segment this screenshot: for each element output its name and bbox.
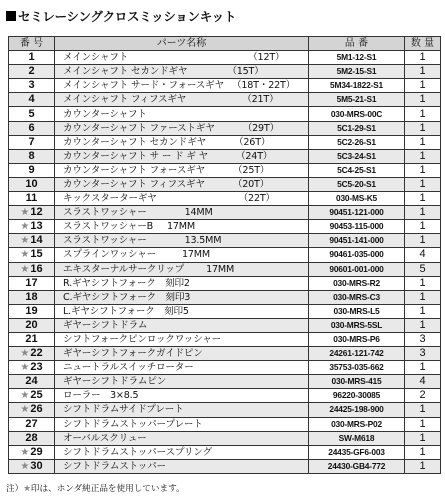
- table-row: [9, 177, 441, 191]
- row-number-text: 3: [28, 79, 35, 92]
- table-row: [9, 93, 441, 107]
- quantity: 1: [405, 206, 441, 220]
- part-spec: （25T）: [233, 164, 270, 176]
- part-name: [55, 332, 309, 346]
- star-icon: ★: [20, 362, 30, 374]
- row-number: [9, 93, 55, 107]
- row-number: [9, 177, 55, 191]
- part-name-text: キックスターターギヤ: [63, 193, 157, 205]
- row-number-text: 10: [25, 177, 38, 190]
- row-number-text: 22: [30, 347, 43, 360]
- row-number: [9, 248, 55, 262]
- part-spec: （12T）: [248, 52, 285, 64]
- row-number: [9, 234, 55, 248]
- table-row: [9, 445, 441, 459]
- table-row: [9, 403, 441, 417]
- part-name: [55, 177, 309, 191]
- row-number: [9, 431, 55, 445]
- star-icon: ★: [20, 348, 30, 360]
- row-number-text: 13: [30, 220, 43, 233]
- row-number-text: 29: [30, 445, 43, 458]
- part-name: [55, 206, 309, 220]
- row-number-text: 16: [30, 262, 43, 275]
- quantity: 1: [405, 220, 441, 234]
- header-part-number: 品 番: [309, 37, 405, 51]
- part-name-text: ギヤーシフトドラムピン: [63, 376, 167, 388]
- part-name: [55, 375, 309, 389]
- footnote-prefix: 注）: [6, 484, 24, 494]
- part-spec: 17MM: [206, 263, 235, 275]
- table-row: [9, 248, 441, 262]
- part-name-text: スラストワッシャー: [63, 207, 147, 219]
- part-number: 5C1-29-S1: [309, 121, 405, 135]
- quantity: 1: [405, 107, 441, 121]
- row-number-text: 6: [28, 121, 35, 134]
- quantity: 1: [405, 318, 441, 332]
- part-number: 90601-001-000: [309, 262, 405, 276]
- quantity: 1: [405, 65, 441, 79]
- part-name-text: スラストワッシャーB: [63, 221, 153, 233]
- row-number: [9, 135, 55, 149]
- quantity: 3: [405, 347, 441, 361]
- part-number: 030-MRS-5SL: [309, 318, 405, 332]
- table-row: [9, 375, 441, 389]
- table-row: [9, 262, 441, 276]
- part-spec: （26T）: [234, 136, 271, 148]
- table-row: [9, 206, 441, 220]
- part-name-text: スラストワッシャー: [63, 235, 147, 247]
- part-spec: 13.5MM: [184, 235, 222, 247]
- row-number-text: 1: [28, 51, 35, 64]
- part-name: [55, 79, 309, 93]
- row-number-text: 15: [30, 248, 43, 261]
- table-row: [9, 347, 441, 361]
- quantity: 1: [405, 177, 441, 191]
- part-number: 5M1-12-S1: [309, 51, 405, 65]
- quantity: 1: [405, 304, 441, 318]
- quantity: 1: [405, 149, 441, 163]
- table-row: [9, 121, 441, 135]
- row-number-text: 27: [25, 417, 38, 430]
- part-number: 90453-115-000: [309, 220, 405, 234]
- part-name: [55, 163, 309, 177]
- star-icon: ★: [20, 221, 30, 233]
- part-name-text: カウンターシャフト フィフスギヤ: [63, 178, 205, 190]
- quantity: 1: [405, 192, 441, 206]
- part-number: 030-MRS-415: [309, 375, 405, 389]
- part-spec: 17MM: [181, 249, 210, 261]
- table-row: [9, 318, 441, 332]
- part-number: 5C3-24-S1: [309, 149, 405, 163]
- row-number-text: 8: [28, 149, 35, 162]
- row-number: [9, 276, 55, 290]
- part-name: [55, 290, 309, 304]
- table-row: [9, 220, 441, 234]
- part-name-text: ニュートラルスイッチローター: [63, 362, 194, 374]
- part-name: [55, 347, 309, 361]
- row-number: [9, 121, 55, 135]
- page-title: [6, 5, 236, 27]
- part-name-text: R.ギヤシフトフォーク 刻印2: [63, 277, 190, 289]
- table-row: [9, 431, 441, 445]
- table-row: [9, 459, 441, 473]
- part-name-text: シフトドラムストッパー: [63, 460, 166, 472]
- quantity: 1: [405, 290, 441, 304]
- part-name: [55, 318, 309, 332]
- row-number-text: 14: [30, 234, 43, 247]
- part-name: [55, 304, 309, 318]
- part-number: SW-M618: [309, 431, 405, 445]
- row-number-text: 19: [25, 304, 38, 317]
- part-name-text: カウンターシャフト セカンドギヤ: [63, 136, 206, 148]
- row-number: [9, 403, 55, 417]
- row-number: [9, 206, 55, 220]
- row-number: [9, 192, 55, 206]
- row-number: [9, 389, 55, 403]
- part-name: [55, 93, 309, 107]
- row-number: [9, 51, 55, 65]
- table-row: [9, 107, 441, 121]
- part-name: [55, 361, 309, 375]
- part-number: 90451-121-000: [309, 206, 405, 220]
- part-name: [55, 262, 309, 276]
- part-spec: （22T）: [238, 193, 275, 205]
- part-spec: （21T）: [242, 94, 279, 106]
- part-name-text: カウンターシャフト フォースギヤ: [63, 164, 206, 176]
- part-name-text: シフトドラムサイドプレート: [63, 404, 184, 416]
- row-number: [9, 304, 55, 318]
- part-number: 5M5-21-S1: [309, 93, 405, 107]
- quantity: 1: [405, 445, 441, 459]
- part-number: 030-MRS-P6: [309, 332, 405, 346]
- part-name: [55, 248, 309, 262]
- quantity: 1: [405, 403, 441, 417]
- star-icon: ★: [20, 460, 30, 472]
- quantity: 3: [405, 332, 441, 346]
- row-number-text: 11: [25, 192, 38, 205]
- part-name: [55, 459, 309, 473]
- header-part-name: パーツ名称: [55, 37, 309, 51]
- row-number: [9, 149, 55, 163]
- part-number: 030-MRS-L5: [309, 304, 405, 318]
- table-row: [9, 276, 441, 290]
- row-number-text: 9: [28, 163, 35, 176]
- part-name-text: メインシャフト フィフスギヤ: [63, 94, 187, 106]
- part-number: 030-MRS-00C: [309, 107, 405, 121]
- quantity: 1: [405, 135, 441, 149]
- part-number: 030-MS-K5: [309, 192, 405, 206]
- quantity: 5: [405, 262, 441, 276]
- row-number: [9, 332, 55, 346]
- part-name: [55, 445, 309, 459]
- row-number-text: 18: [25, 290, 38, 303]
- part-number: 030-MRS-P02: [309, 417, 405, 431]
- row-number-text: 24: [25, 375, 38, 388]
- row-number: [9, 361, 55, 375]
- quantity: 1: [405, 163, 441, 177]
- part-name-text: シフトドラムストッパープレート: [63, 418, 203, 430]
- star-icon: ★: [20, 390, 30, 402]
- table-row: [9, 51, 441, 65]
- table-row: [9, 389, 441, 403]
- part-number: 030-MRS-R2: [309, 276, 405, 290]
- part-name: [55, 192, 309, 206]
- square-bullet-icon: [6, 11, 16, 21]
- table-row: [9, 79, 441, 93]
- part-name: [55, 135, 309, 149]
- part-name: [55, 417, 309, 431]
- table-row: [9, 149, 441, 163]
- row-number-text: 4: [28, 93, 35, 106]
- part-name-text: L.ギヤシフトフォーク 刻印5: [63, 305, 189, 317]
- part-name-text: カウンターシャフト ファーストギヤ: [63, 122, 215, 134]
- table-row: [9, 234, 441, 248]
- row-number-text: 28: [25, 431, 38, 444]
- part-name-text: スプラインワッシャー: [63, 249, 156, 261]
- footnote-text: 印は、ホンダ純正品を使用しています。: [30, 484, 185, 494]
- part-number: 96220-30085: [309, 389, 405, 403]
- row-number-text: 2: [28, 65, 35, 78]
- parts-table: [8, 36, 441, 474]
- row-number-text: 25: [30, 389, 43, 402]
- part-name-text: カウンターシャフト サ ー ド ギ ヤ: [63, 150, 208, 162]
- quantity: 4: [405, 375, 441, 389]
- part-number: 030-MRS-C3: [309, 290, 405, 304]
- table-row: [9, 163, 441, 177]
- part-name-text: ギヤーシフトドラム: [63, 319, 148, 331]
- table-row: [9, 192, 441, 206]
- row-number-text: 20: [25, 318, 38, 331]
- table-row: [9, 290, 441, 304]
- row-number: [9, 107, 55, 121]
- part-name-text: メインシャフト サード・フォースギヤ: [63, 80, 224, 92]
- part-name: [55, 149, 309, 163]
- table-row: [9, 332, 441, 346]
- part-number: 35753-035-662: [309, 361, 405, 375]
- row-number: [9, 79, 55, 93]
- star-icon: ★: [20, 249, 30, 261]
- table-row: [9, 135, 441, 149]
- part-number: 5M34-1822-S1: [309, 79, 405, 93]
- part-spec: （18T・22T）: [231, 80, 296, 92]
- row-number: [9, 417, 55, 431]
- part-spec: （29T）: [242, 122, 279, 134]
- table-row: [9, 65, 441, 79]
- part-number: 24261-121-742: [309, 347, 405, 361]
- part-name: [55, 51, 309, 65]
- part-name-text: メインシャフト セカンドギヤ: [63, 66, 188, 78]
- row-number: [9, 220, 55, 234]
- part-name: [55, 121, 309, 135]
- star-icon: ★: [20, 207, 30, 219]
- header-quantity: 数 量: [405, 37, 441, 51]
- row-number: [9, 318, 55, 332]
- part-number: 5C2-26-S1: [309, 135, 405, 149]
- table-row: [9, 304, 441, 318]
- part-name-text: メインシャフト: [63, 52, 129, 64]
- footnote: [6, 482, 185, 494]
- part-number: 24430-GB4-772: [309, 459, 405, 473]
- part-number: 24435-GF6-003: [309, 445, 405, 459]
- part-name-text: ローラー 3×8.5: [63, 390, 139, 402]
- star-icon: ★: [20, 235, 30, 247]
- row-number: [9, 163, 55, 177]
- quantity: 4: [405, 248, 441, 262]
- part-name-text: ギヤーシフトフォークガイドピン: [63, 348, 203, 360]
- row-number: [9, 347, 55, 361]
- part-spec: （24T）: [236, 150, 273, 162]
- table-row: [9, 417, 441, 431]
- row-number: [9, 290, 55, 304]
- row-number-text: 23: [30, 361, 43, 374]
- part-name: [55, 276, 309, 290]
- table-row: [9, 361, 441, 375]
- star-icon: ★: [20, 263, 30, 275]
- part-name: [55, 389, 309, 403]
- header-number: 番 号: [9, 37, 55, 51]
- star-icon: ★: [20, 446, 30, 458]
- quantity: 1: [405, 431, 441, 445]
- part-name: [55, 234, 309, 248]
- part-name: [55, 107, 309, 121]
- part-name: [55, 65, 309, 79]
- part-number: 5C5-20-S1: [309, 177, 405, 191]
- quantity: 1: [405, 361, 441, 375]
- quantity: 1: [405, 234, 441, 248]
- row-number: [9, 445, 55, 459]
- part-number: 90461-035-000: [309, 248, 405, 262]
- part-name-text: エキスターナルサークリップ: [63, 263, 185, 275]
- part-name: [55, 220, 309, 234]
- quantity: 1: [405, 121, 441, 135]
- part-name-text: カウンターシャフト: [63, 108, 147, 120]
- row-number-text: 21: [25, 333, 38, 346]
- part-spec: 17MM: [166, 221, 195, 233]
- page-title-text: セミレーシングクロスミッションキット: [18, 9, 237, 24]
- part-name-text: シフトフォークピンロックワッシャー: [63, 334, 222, 346]
- row-number-text: 30: [30, 459, 43, 472]
- quantity: 1: [405, 93, 441, 107]
- part-spec: （15T）: [227, 66, 264, 78]
- quantity: 2: [405, 389, 441, 403]
- star-icon: ★: [20, 404, 30, 416]
- part-name: [55, 431, 309, 445]
- row-number: [9, 65, 55, 79]
- part-name: [55, 403, 309, 417]
- quantity: 1: [405, 276, 441, 290]
- row-number: [9, 262, 55, 276]
- quantity: 1: [405, 459, 441, 473]
- part-number: 90451-141-000: [309, 234, 405, 248]
- quantity: 1: [405, 51, 441, 65]
- row-number-text: 26: [30, 403, 43, 416]
- part-spec: 14MM: [184, 207, 213, 219]
- row-number-text: 17: [25, 276, 38, 289]
- table-header-row: [9, 37, 441, 51]
- row-number-text: 7: [28, 135, 35, 148]
- part-spec: （20T）: [232, 178, 270, 190]
- row-number-text: 12: [30, 206, 43, 219]
- part-name-text: シフトドラムストッパースプリング: [63, 446, 212, 458]
- row-number: [9, 459, 55, 473]
- star-icon: ★: [23, 484, 31, 494]
- part-name-text: C.ギヤシフトフォーク 刻印3: [63, 291, 191, 303]
- part-name-text: オーバルスクリュー: [63, 432, 147, 444]
- quantity: 1: [405, 79, 441, 93]
- part-number: 5M2-15-S1: [309, 65, 405, 79]
- quantity: 1: [405, 417, 441, 431]
- part-number: 5C4-25-S1: [309, 163, 405, 177]
- row-number: [9, 375, 55, 389]
- part-number: 24425-198-900: [309, 403, 405, 417]
- row-number-text: 5: [28, 107, 35, 120]
